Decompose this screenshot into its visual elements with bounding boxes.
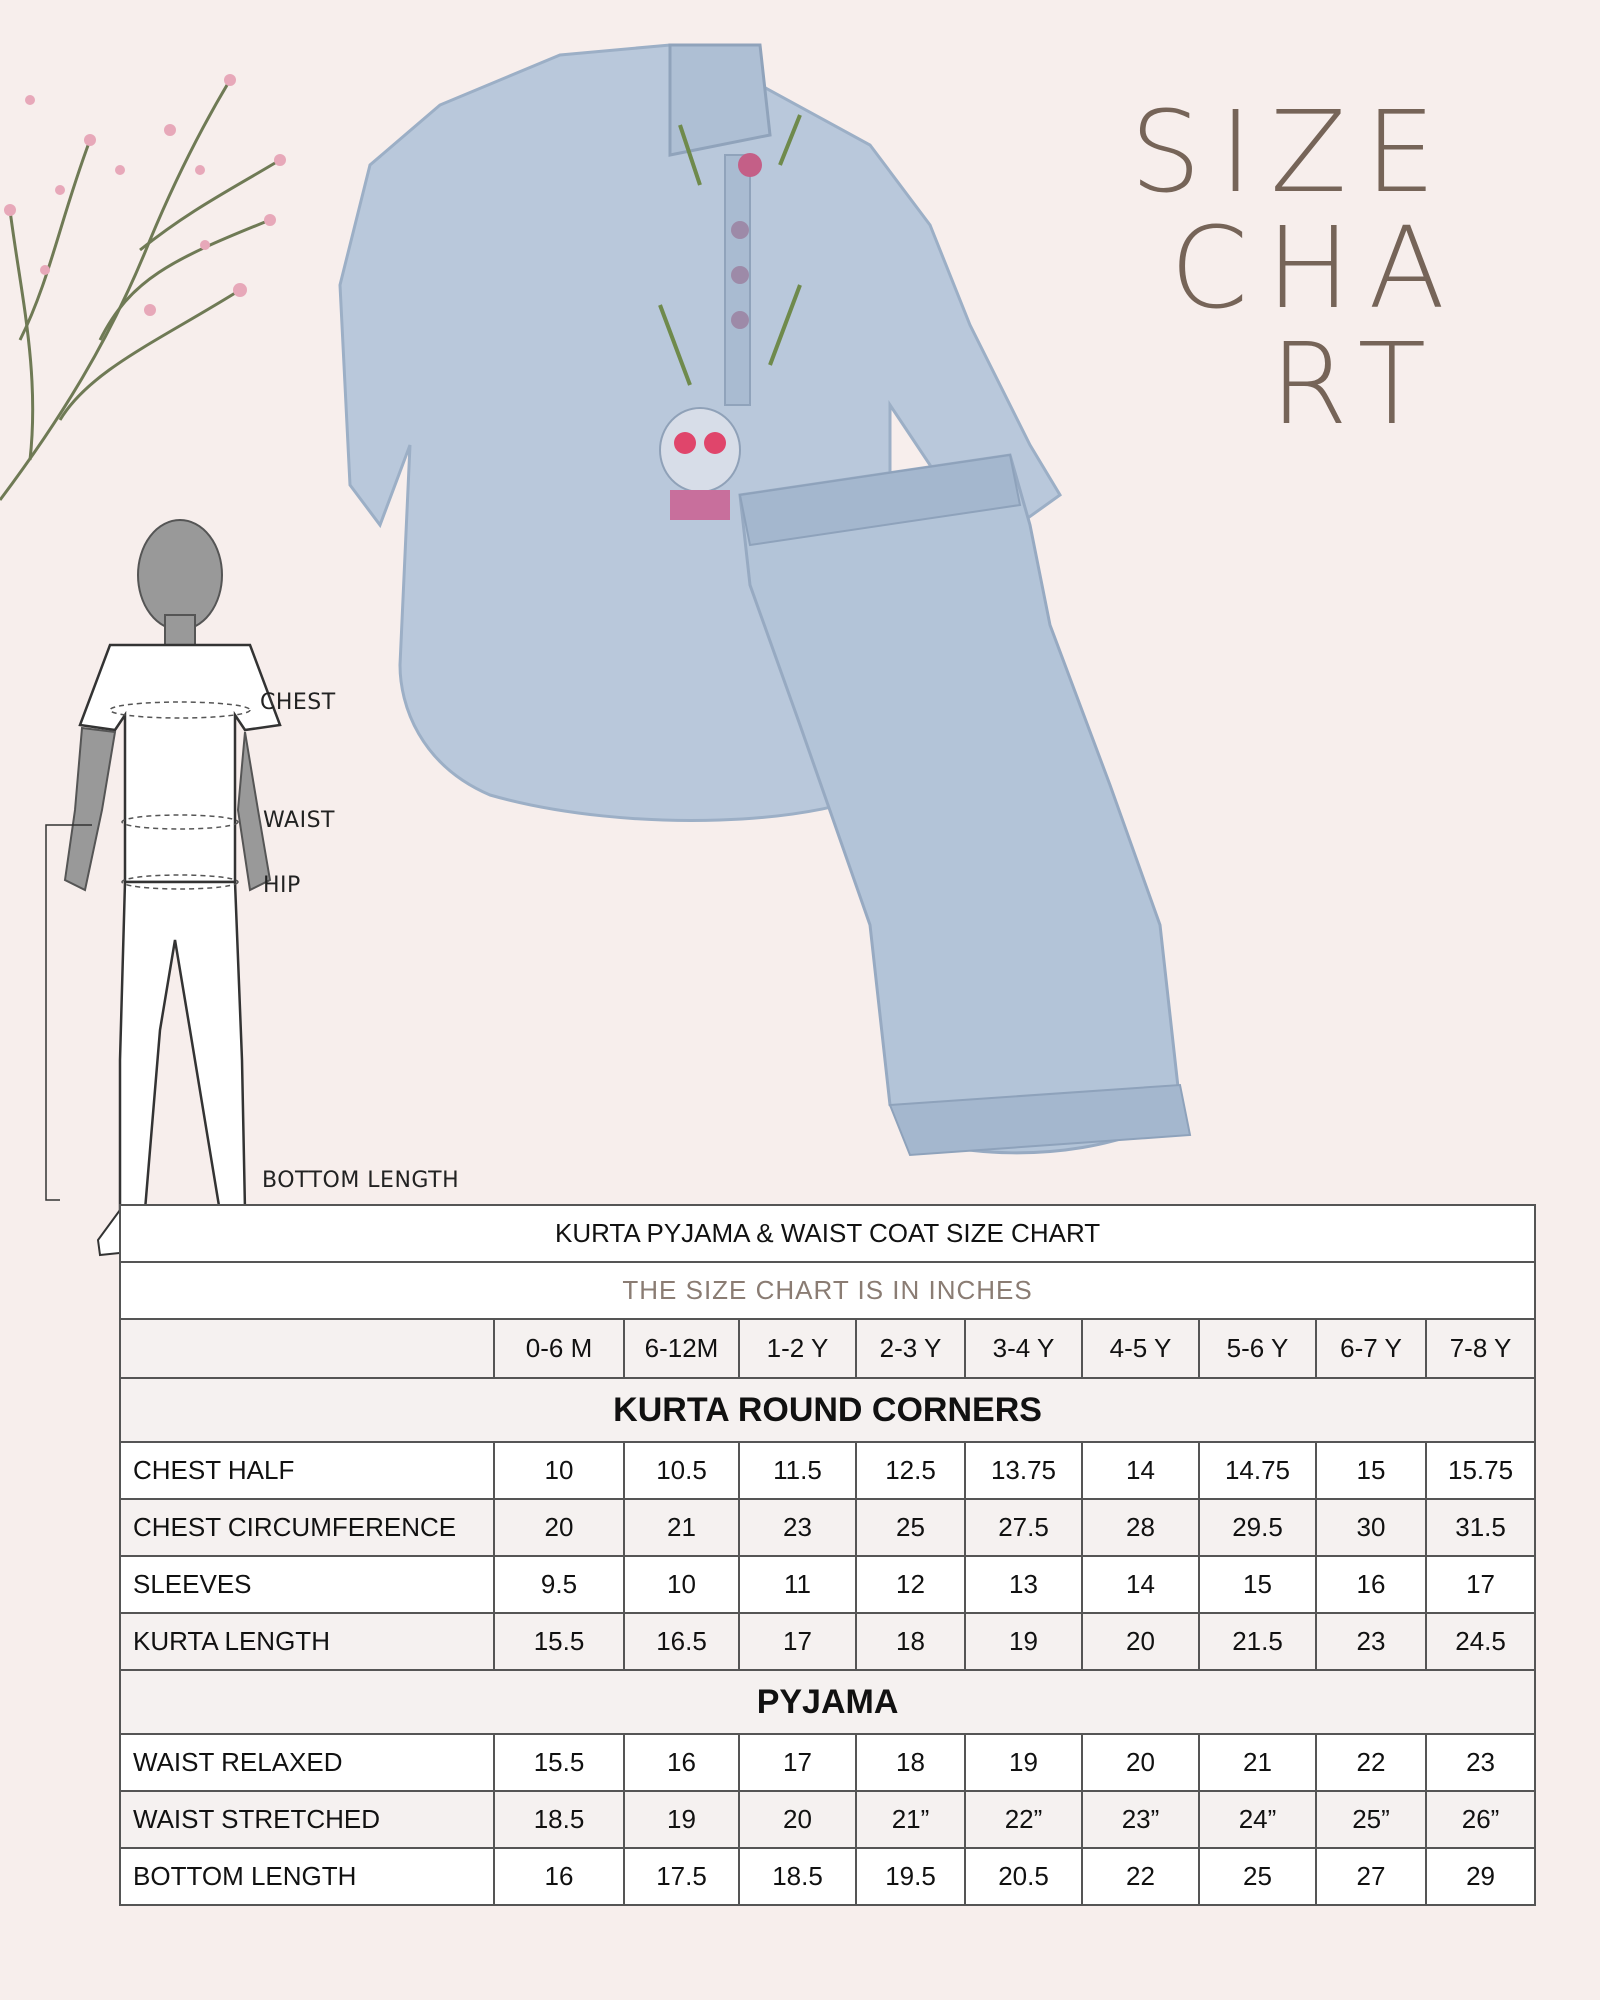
value-cell: 10.5 <box>624 1442 739 1499</box>
value-cell: 10 <box>494 1442 624 1499</box>
value-cell: 17 <box>739 1734 856 1791</box>
value-cell: 22 <box>1082 1848 1199 1905</box>
value-cell: 18 <box>856 1613 965 1670</box>
value-cell: 23 <box>1316 1613 1426 1670</box>
value-cell: 17.5 <box>624 1848 739 1905</box>
value-cell: 22” <box>965 1791 1082 1848</box>
value-cell: 10 <box>624 1556 739 1613</box>
table-row <box>120 1556 1535 1613</box>
table-subtitle: THE SIZE CHART IS IN INCHES <box>120 1262 1535 1319</box>
size-header-cell: 3-4 Y <box>965 1319 1082 1378</box>
hip-label: HIP <box>263 873 301 898</box>
table-row <box>120 1791 1535 1848</box>
size-header-cell: 1-2 Y <box>739 1319 856 1378</box>
value-cell: 23” <box>1082 1791 1199 1848</box>
size-chart-body <box>120 1205 1535 1905</box>
value-cell: 15 <box>1199 1556 1316 1613</box>
value-cell: 15 <box>1316 1442 1426 1499</box>
value-cell: 18.5 <box>739 1848 856 1905</box>
size-header-cell: 7-8 Y <box>1426 1319 1535 1378</box>
title-line-3: RT <box>1270 320 1445 450</box>
row-label: WAIST STRETCHED <box>120 1791 494 1848</box>
value-cell: 19 <box>965 1734 1082 1791</box>
value-cell: 25” <box>1316 1791 1426 1848</box>
bottom-length-label: BOTTOM LENGTH <box>262 1168 460 1193</box>
value-cell: 21 <box>624 1499 739 1556</box>
table-title: KURTA PYJAMA & WAIST COAT SIZE CHART <box>120 1205 1535 1262</box>
value-cell: 20 <box>739 1791 856 1848</box>
value-cell: 27 <box>1316 1848 1426 1905</box>
value-cell: 25 <box>856 1499 965 1556</box>
row-label: CHEST HALF <box>120 1442 494 1499</box>
value-cell: 16.5 <box>624 1613 739 1670</box>
value-cell: 20 <box>1082 1734 1199 1791</box>
size-header-cell: 6-12M <box>624 1319 739 1378</box>
flower-branch-image <box>0 40 300 510</box>
value-cell: 19 <box>965 1613 1082 1670</box>
value-cell: 16 <box>494 1848 624 1905</box>
size-header-blank <box>120 1319 494 1378</box>
table-row <box>120 1848 1535 1905</box>
value-cell: 12 <box>856 1556 965 1613</box>
value-cell: 24.5 <box>1426 1613 1535 1670</box>
value-cell: 18.5 <box>494 1791 624 1848</box>
section-heading-row <box>120 1670 1535 1734</box>
value-cell: 26” <box>1426 1791 1535 1848</box>
value-cell: 20.5 <box>965 1848 1082 1905</box>
value-cell: 21” <box>856 1791 965 1848</box>
value-cell: 27.5 <box>965 1499 1082 1556</box>
table-row <box>120 1499 1535 1556</box>
value-cell: 15.5 <box>494 1734 624 1791</box>
value-cell: 14 <box>1082 1556 1199 1613</box>
value-cell: 18 <box>856 1734 965 1791</box>
value-cell: 24” <box>1199 1791 1316 1848</box>
value-cell: 11.5 <box>739 1442 856 1499</box>
value-cell: 31.5 <box>1426 1499 1535 1556</box>
value-cell: 29 <box>1426 1848 1535 1905</box>
size-header-cell: 4-5 Y <box>1082 1319 1199 1378</box>
size-chart-table <box>119 1204 1536 1906</box>
value-cell: 21 <box>1199 1734 1316 1791</box>
value-cell: 13.75 <box>965 1442 1082 1499</box>
value-cell: 17 <box>739 1613 856 1670</box>
section-heading-row <box>120 1378 1535 1442</box>
row-label: BOTTOM LENGTH <box>120 1848 494 1905</box>
size-header-cell: 2-3 Y <box>856 1319 965 1378</box>
value-cell: 15.75 <box>1426 1442 1535 1499</box>
table-row <box>120 1734 1535 1791</box>
waist-label: WAIST <box>263 808 335 833</box>
value-cell: 11 <box>739 1556 856 1613</box>
size-header-row <box>120 1319 1535 1378</box>
value-cell: 25 <box>1199 1848 1316 1905</box>
section-heading: PYJAMA <box>120 1670 1535 1734</box>
value-cell: 21.5 <box>1199 1613 1316 1670</box>
row-label: SLEEVES <box>120 1556 494 1613</box>
table-row <box>120 1442 1535 1499</box>
title-line-2: CHA <box>1170 204 1464 334</box>
value-cell: 14.75 <box>1199 1442 1316 1499</box>
size-header-cell: 5-6 Y <box>1199 1319 1316 1378</box>
row-label: CHEST CIRCUMFERENCE <box>120 1499 494 1556</box>
size-header-cell: 6-7 Y <box>1316 1319 1426 1378</box>
value-cell: 30 <box>1316 1499 1426 1556</box>
value-cell: 22 <box>1316 1734 1426 1791</box>
value-cell: 19 <box>624 1791 739 1848</box>
value-cell: 9.5 <box>494 1556 624 1613</box>
title-line-1: SIZE <box>1130 88 1454 218</box>
chest-label: CHEST <box>260 690 336 715</box>
value-cell: 14 <box>1082 1442 1199 1499</box>
table-row <box>120 1613 1535 1670</box>
row-label: KURTA LENGTH <box>120 1613 494 1670</box>
section-heading: KURTA ROUND CORNERS <box>120 1378 1535 1442</box>
row-label: WAIST RELAXED <box>120 1734 494 1791</box>
value-cell: 23 <box>1426 1734 1535 1791</box>
value-cell: 20 <box>1082 1613 1199 1670</box>
value-cell: 29.5 <box>1199 1499 1316 1556</box>
value-cell: 13 <box>965 1556 1082 1613</box>
value-cell: 28 <box>1082 1499 1199 1556</box>
kurta-pyjama-image <box>330 25 1200 1195</box>
value-cell: 16 <box>1316 1556 1426 1613</box>
value-cell: 17 <box>1426 1556 1535 1613</box>
value-cell: 23 <box>739 1499 856 1556</box>
value-cell: 19.5 <box>856 1848 965 1905</box>
value-cell: 20 <box>494 1499 624 1556</box>
value-cell: 12.5 <box>856 1442 965 1499</box>
size-header-cell: 0-6 M <box>494 1319 624 1378</box>
measurement-figure <box>40 510 300 1270</box>
value-cell: 15.5 <box>494 1613 624 1670</box>
value-cell: 16 <box>624 1734 739 1791</box>
